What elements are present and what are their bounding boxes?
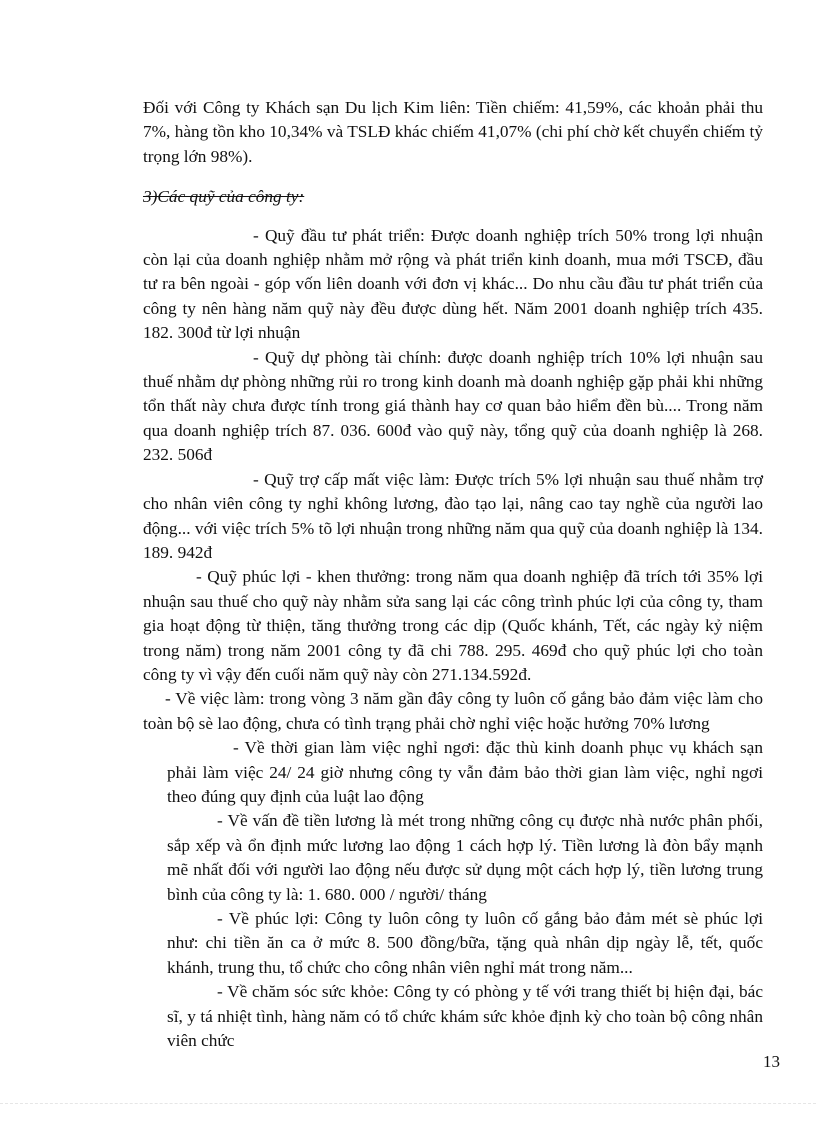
healthcare-item: - Về chăm sóc sức khỏe: Công ty có phòng y tế với trang thiết bị hiện đại, bác sĩ, y tá nhiệt tình, hàng năm có tổ chức khám sức khỏe định kỳ cho toàn bộ công nhân viên chức [167,982,763,1051]
welfare-item: - Về phúc lợi: Công ty luôn công ty luôn cố gắng bảo đảm mét sè phúc lợi như: chi tiền ăn ca ở mức 8. 500 đồng/bữa, tặng quà nhân dịp ngày lễ, tết, quốc khánh, trung thu, tổ chức cho công nhân viên nghỉ mát trong năm... [167,909,763,977]
section-heading: 3)Các quỹ của công ty: [143,187,305,207]
fund-welfare-paragraph: - Quỹ phúc lợi - khen thưởng: trong năm qua doanh nghiệp đã trích tới 35% lợi nhuận sau thuế cho quỹ này nhằm sửa sang lại các công trình phúc lợi của công ty, tham gia hoạt động từ thiện, tăng thưởng trong các dịp (Quốc khánh, Tết, các ngày kỷ niệm trong năm) trong năm 2001 công ty đã chi 788. 295. 469đ cho quỹ phúc lợi cho toàn công ty vì vậy đến cuối năm quỹ này còn 271.134.592đ. [143,567,763,684]
fund-reserve-paragraph: - Quỹ dự phòng tài chính: được doanh nghiệp trích 10% lợi nhuận sau thuế nhằm dự phòng những rủi ro trong kinh doanh mà doanh nghiệp gặp phải khi những tổn thất này chưa được tính trong giá thành hay cơ quan bảo hiểm đền bù.... Trong năm qua doanh nghiệp trích 87. 036. 600đ vào quỹ này, tổng quỹ của doanh nghiệp là 268. 232. 506đ [143,347,763,465]
salary-item: - Về vấn đề tiền lương là mét trong những công cụ được nhà nước phân phối, sắp xếp và ổn định mức lương lao động 1 cách hợp lý. Tiền lương là đòn bẩy mạnh mẽ nhất đối với người lao động nếu được sử dụng một cách hợp lý, tiền lương trung bình của công ty là: 1. 680. 000 / người/ tháng [167,811,763,904]
employment-paragraph: - Về việc làm: trong vòng 3 năm gần đây công ty luôn cố gắng bảo đảm việc làm cho toàn bộ sè lao động, chưa có tình trạng phải chờ nghỉ việc hoặc hưởng 70% lương [143,689,763,733]
page-number: 13 [763,1052,780,1071]
fund-development-paragraph: - Quỹ đầu tư phát triển: Được doanh nghiệp trích 50% trong lợi nhuận còn lại của doanh nghiệp nhằm mở rộng và phát triển kinh doanh, mua mới TSCĐ, đầu tư ra bên ngoài - góp vốn liên doanh với đơn vị khác... Do nhu cầu đầu tư phát triển của công ty nên hàng năm quỹ này đều được dùng hết. Năm 2001 doanh nghiệp trích 435. 182. 300đ từ lợi nhuận [143,225,763,343]
page-body [143,96,763,1053]
fund-unemployment-paragraph: - Quỹ trợ cấp mất việc làm: Được trích 5% lợi nhuận sau thuế nhằm trợ cho nhân viên công ty nghỉ không lương, đào tạo lại, nâng cao tay nghề của người lao động... với việc trích 5% tõ lợi nhuận trong những năm qua quỹ của doanh nghiệp là 134. 189. 942đ [143,469,763,562]
page-bottom-divider [0,1103,816,1104]
working-time-item: - Về thời gian làm việc nghỉ ngơi: đặc thù kinh doanh phục vụ khách sạn phải làm việc 24/ 24 giờ nhưng công ty vẫn đảm bảo thời gian làm việc, nghỉ ngơi theo đúng quy định của luật lao động [167,738,763,806]
intro-paragraph: Đối với Công ty Khách sạn Du lịch Kim liên: Tiền chiếm: 41,59%, các khoản phải thu 7%, hàng tồn kho 10,34% và TSLĐ khác chiếm 41,07% (chi phí chờ kết chuyển chiếm tỷ trọng lớn 98%). [143,98,763,166]
